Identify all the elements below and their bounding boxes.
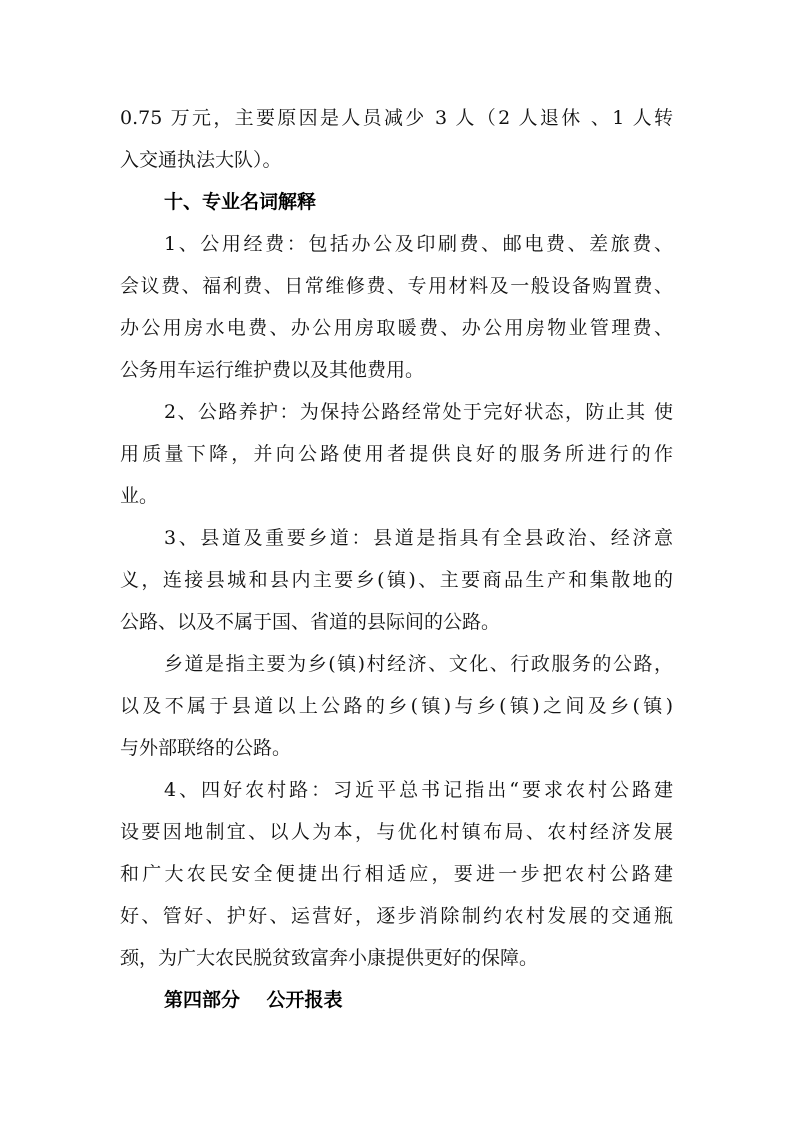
paragraph-line: 和广大农民安全便捷出行相适应，要进一步把农村公路建 — [120, 863, 673, 885]
paragraph-line: 3、县道及重要乡道：县道是指具有全县政治、经济意 — [164, 527, 673, 549]
paragraph-line: 好、管好、护好、运营好，逐步消除制约农村发展的交通瓶 — [120, 905, 673, 927]
part-heading-reports: 第四部分 公开报表 — [164, 989, 343, 1011]
paragraph-line: 4、四好农村路：习近平总书记指出“要求农村公路建 — [164, 779, 673, 801]
section-heading-terms: 十、专业名词解释 — [164, 191, 317, 213]
paragraph-line: 义，连接县城和县内主要乡(镇)、主要商品生产和集散地的 — [120, 569, 673, 591]
paragraph-line: 以及不属于县道以上公路的乡(镇)与乡(镇)之间及乡(镇) — [120, 695, 673, 717]
paragraph-line: 办公用房水电费、办公用房取暖费、办公用房物业管理费、 — [120, 317, 673, 339]
paragraph-line: 1、公用经费：包括办公及印刷费、邮电费、差旅费、 — [164, 233, 673, 255]
paragraph-line: 2、公路养护：为保持公路经常处于完好状态，防止其 使 — [164, 401, 673, 423]
paragraph-line: 入交通执法大队）。 — [120, 149, 282, 171]
paragraph-line: 0.75 万元，主要原因是人员减少 3 人（2 人退休 、1 人转 — [120, 107, 673, 129]
paragraph-line: 会议费、福利费、日常维修费、专用材料及一般设备购置费、 — [120, 275, 673, 297]
paragraph-line: 乡道是指主要为乡(镇)村经济、文化、行政服务的公路， — [164, 653, 673, 675]
paragraph-line: 业。 — [120, 485, 159, 507]
paragraph-line: 设要因地制宜、以人为本，与优化村镇布局、农村经济发展 — [120, 821, 673, 843]
paragraph-line: 颈，为广大农民脱贫致富奔小康提供更好的保障。 — [120, 947, 539, 969]
paragraph-line: 与外部联络的公路。 — [120, 737, 292, 759]
paragraph-line: 公务用车运行维护费以及其他费用。 — [120, 359, 425, 381]
paragraph-line: 公路、以及不属于国、省道的县际间的公路。 — [120, 611, 501, 633]
paragraph-line: 用质量下降，并向公路使用者提供良好的服务所进行的作 — [120, 443, 673, 465]
